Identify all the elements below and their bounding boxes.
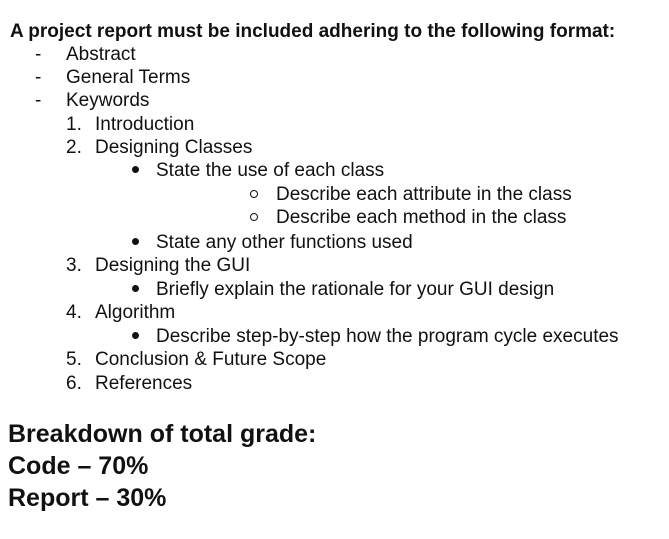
section-title-references: References <box>95 373 193 394</box>
grade-breakdown-heading: Breakdown of total grade: <box>8 420 317 448</box>
section-number: 6. <box>66 373 82 394</box>
list-item-general-terms: General Terms <box>66 67 191 88</box>
grade-report-line: Report – 30% <box>8 484 167 512</box>
section-number: 3. <box>66 255 82 276</box>
hollow-bullet-icon <box>250 213 258 221</box>
bullet-icon <box>132 332 139 339</box>
section-number: 1. <box>66 114 82 135</box>
bullet-item-other-functions: State any other functions used <box>156 232 413 253</box>
bullet-item-use-of-class: State the use of each class <box>156 160 385 181</box>
section-title-introduction: Introduction <box>95 114 195 135</box>
dash-marker: - <box>35 90 42 111</box>
grade-code-line: Code – 70% <box>8 452 149 480</box>
dash-marker: - <box>35 44 42 65</box>
bullet-item-gui-rationale: Briefly explain the rationale for your GUI design <box>156 279 555 300</box>
section-title-designing-gui: Designing the GUI <box>95 255 251 276</box>
section-number: 4. <box>66 302 82 323</box>
sub-item-attributes: Describe each attribute in the class <box>276 184 572 205</box>
list-item-abstract: Abstract <box>66 44 136 65</box>
section-title-conclusion: Conclusion & Future Scope <box>95 349 327 370</box>
bullet-icon <box>132 285 139 292</box>
dash-marker: - <box>35 67 42 88</box>
list-item-keywords: Keywords <box>66 90 150 111</box>
section-title-designing-classes: Designing Classes <box>95 137 253 158</box>
bullet-item-program-cycle: Describe step-by-step how the program cycle executes <box>156 326 619 347</box>
report-format-heading: A project report must be included adhering to the following format: <box>10 21 616 42</box>
bullet-icon <box>132 238 139 245</box>
section-number: 5. <box>66 349 82 370</box>
section-number: 2. <box>66 137 82 158</box>
hollow-bullet-icon <box>250 190 258 198</box>
section-title-algorithm: Algorithm <box>95 302 176 323</box>
sub-item-methods: Describe each method in the class <box>276 207 567 228</box>
bullet-icon <box>132 166 139 173</box>
